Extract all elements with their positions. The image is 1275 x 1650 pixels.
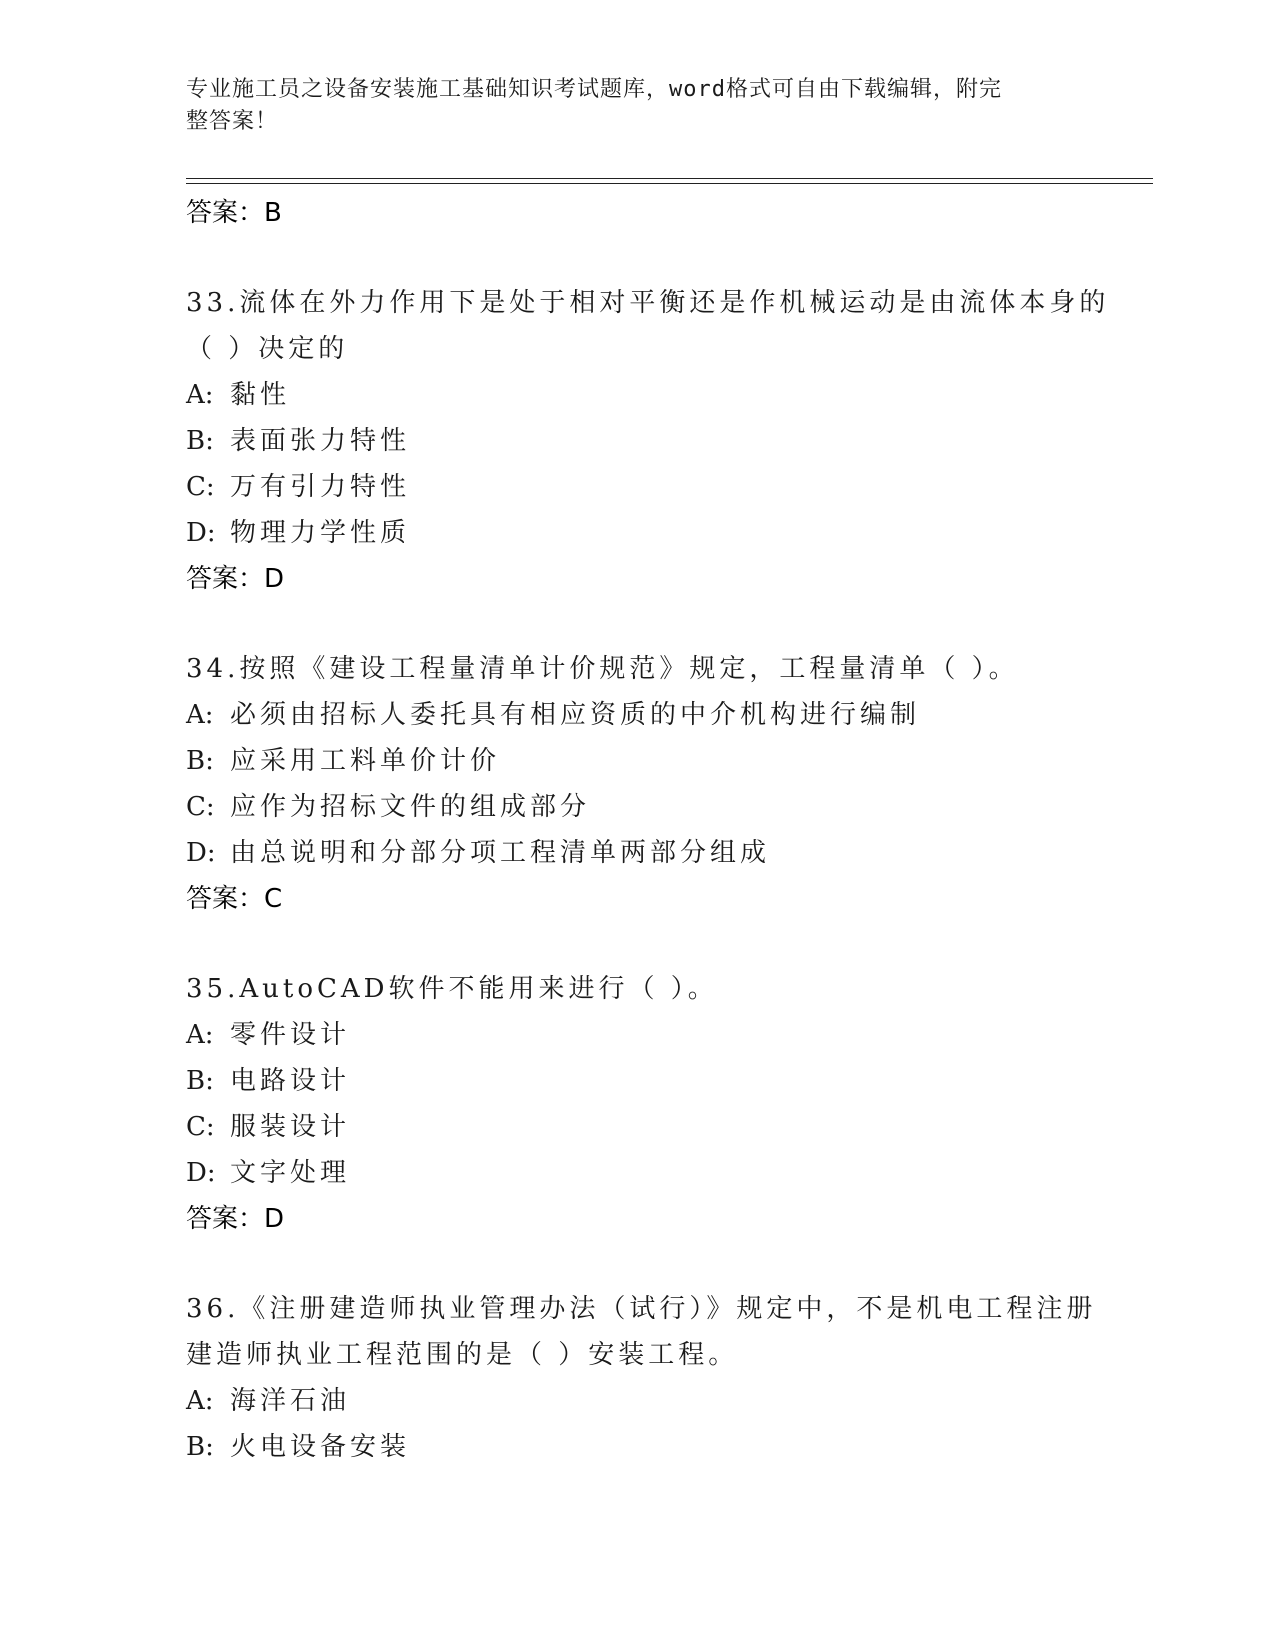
option-label: C: (186, 472, 215, 502)
option-c (186, 464, 1146, 510)
question-block (186, 1286, 1146, 1470)
answer-line: 答案：D (186, 564, 285, 594)
spacer (186, 236, 1146, 280)
option-text: 零件设计 (230, 1020, 351, 1050)
option-c (186, 1104, 1146, 1150)
option-label: C: (186, 1112, 215, 1142)
option-c (186, 784, 1146, 830)
question-text: 35.AutoCAD软件不能用来进行（ ）。 (186, 974, 718, 1004)
option-a (186, 1012, 1146, 1058)
header-divider-bottom (186, 183, 1153, 184)
option-b (186, 1058, 1146, 1104)
option-text: 黏性 (230, 380, 291, 410)
option-label: A: (186, 1386, 214, 1416)
spacer (186, 602, 1146, 646)
question-list (186, 190, 1146, 1470)
option-label: C: (186, 792, 215, 822)
question-block (186, 280, 1146, 602)
option-text: 应作为招标文件的组成部分 (230, 792, 591, 822)
option-b (186, 1424, 1146, 1470)
document-header (186, 74, 1086, 138)
answer-line: 答案：B (186, 198, 282, 228)
option-text: 火电设备安装 (230, 1432, 411, 1462)
question-block (186, 966, 1146, 1242)
option-label: D: (186, 838, 216, 868)
answer-line: 答案：C (186, 884, 283, 914)
header-divider-top (186, 178, 1153, 179)
header-line-2: 整答案！ (186, 109, 279, 134)
option-text: 应采用工料单价计价 (230, 746, 501, 776)
option-text: 表面张力特性 (230, 426, 411, 456)
question-text: 34.按照《建设工程量清单计价规范》规定，工程量清单（ ）。 (186, 654, 1019, 684)
spacer (186, 922, 1146, 966)
option-a (186, 692, 1146, 738)
option-text: 文字处理 (230, 1158, 351, 1188)
option-a (186, 1378, 1146, 1424)
question-text: （ ）决定的 (186, 334, 349, 364)
question-block (186, 646, 1146, 922)
option-a (186, 372, 1146, 418)
option-label: B: (186, 1066, 214, 1096)
header-line-1: 专业施工员之设备安装施工基础知识考试题库，word格式可自由下载编辑，附完 (186, 77, 1002, 102)
option-text: 由总说明和分部分项工程清单两部分组成 (230, 838, 771, 868)
option-d (186, 510, 1146, 556)
answer-line: 答案：D (186, 1204, 285, 1234)
option-label: A: (186, 380, 214, 410)
option-label: D: (186, 1158, 216, 1188)
option-d (186, 1150, 1146, 1196)
option-d (186, 830, 1146, 876)
option-text: 物理力学性质 (230, 518, 411, 548)
option-text: 电路设计 (230, 1066, 351, 1096)
question-text: 33.流体在外力作用下是处于相对平衡还是作机械运动是由流体本身的 (186, 288, 1110, 318)
question-text: 建造师执业工程范围的是（ ）安装工程。 (186, 1340, 739, 1370)
option-label: B: (186, 1432, 214, 1462)
option-b (186, 738, 1146, 784)
option-label: D: (186, 518, 216, 548)
option-label: A: (186, 1020, 214, 1050)
option-label: B: (186, 746, 214, 776)
option-text: 服装设计 (230, 1112, 351, 1142)
option-b (186, 418, 1146, 464)
spacer (186, 1242, 1146, 1286)
option-text: 海洋石油 (230, 1386, 351, 1416)
option-text: 必须由招标人委托具有相应资质的中介机构进行编制 (230, 700, 921, 730)
question-text: 36.《注册建造师执业管理办法（试行）》规定中，不是机电工程注册 (186, 1294, 1097, 1324)
option-label: B: (186, 426, 214, 456)
option-text: 万有引力特性 (230, 472, 411, 502)
option-label: A: (186, 700, 214, 730)
